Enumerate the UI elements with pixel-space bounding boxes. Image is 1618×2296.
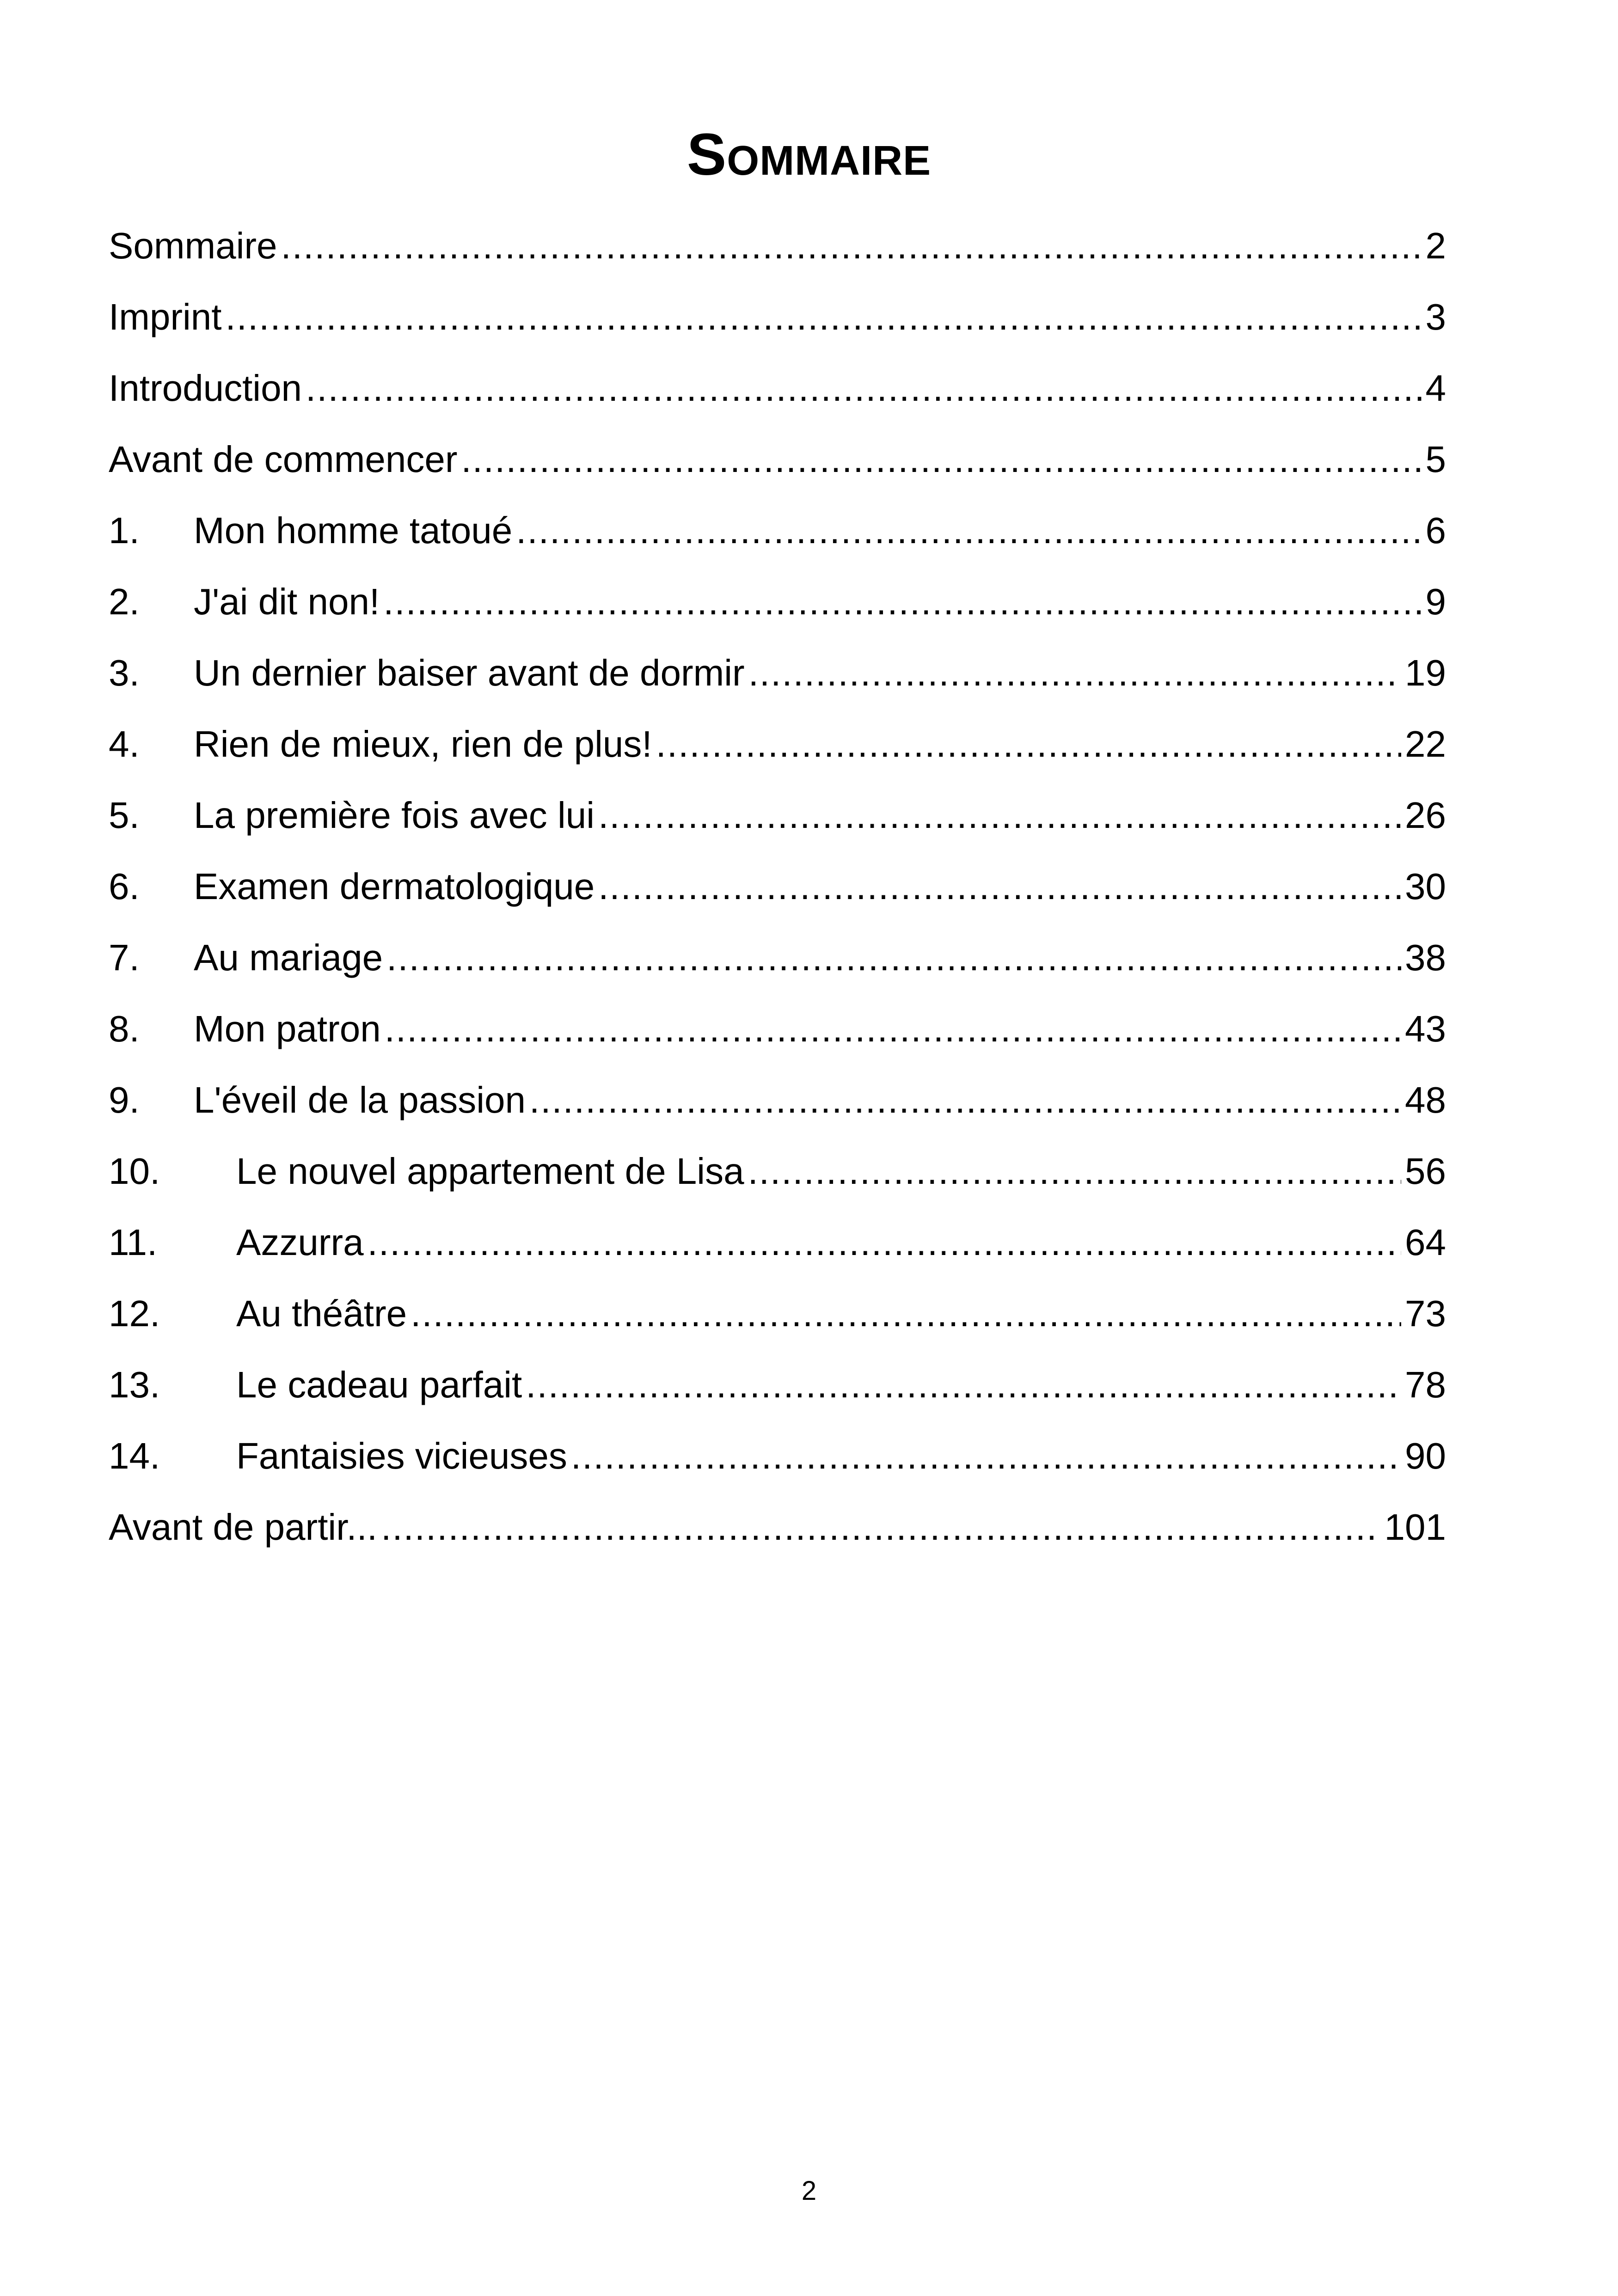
toc-entry-page: 48 <box>1405 1079 1446 1120</box>
toc-entry-page: 90 <box>1405 1435 1446 1476</box>
toc-entry-label: Avant de partir... <box>109 1506 378 1548</box>
toc-entry-label: L'éveil de la passion <box>194 1079 526 1120</box>
dot-leader <box>748 637 1401 709</box>
toc-entry-label: Avant de commencer <box>109 439 458 480</box>
toc-entry-label: J'ai dit non! <box>194 581 380 622</box>
dot-leader <box>656 709 1401 780</box>
toc-entry-page: 9 <box>1425 581 1446 622</box>
dot-leader <box>281 210 1422 282</box>
toc-entry-number: 10. <box>109 1151 160 1192</box>
toc-entry-number: 7. <box>109 937 140 978</box>
table-of-contents <box>109 210 1446 1563</box>
toc-entry-label: Un dernier baiser avant de dormir <box>194 652 745 693</box>
toc-entry[interactable] <box>109 1349 1446 1420</box>
toc-entry-label: Au théâtre <box>236 1293 407 1334</box>
toc-entry[interactable] <box>109 851 1446 922</box>
page-title: Sommaire <box>686 122 932 188</box>
dot-leader <box>226 282 1422 353</box>
toc-entry-number: 11. <box>109 1222 158 1263</box>
toc-entry-page: 73 <box>1405 1293 1446 1334</box>
toc-entry-page: 38 <box>1405 937 1446 978</box>
dot-leader <box>526 1349 1401 1420</box>
dot-leader <box>516 495 1422 566</box>
toc-entry-page: 3 <box>1425 296 1446 337</box>
toc-entry-page: 64 <box>1405 1222 1446 1263</box>
dot-leader <box>598 780 1401 851</box>
toc-entry-label: Mon homme tatoué <box>194 510 513 551</box>
toc-entry-number: 12. <box>109 1293 160 1334</box>
dot-leader <box>598 851 1401 922</box>
toc-entry-label: La première fois avec lui <box>194 795 595 836</box>
toc-entry[interactable] <box>109 495 1446 566</box>
toc-entry-label: Fantaisies vicieuses <box>236 1435 567 1476</box>
toc-entry[interactable] <box>109 780 1446 851</box>
toc-entry-page: 19 <box>1405 652 1446 693</box>
toc-entry-page: 56 <box>1405 1151 1446 1192</box>
toc-entry[interactable] <box>109 424 1446 495</box>
dot-leader <box>571 1420 1401 1492</box>
toc-entry-label: Introduction <box>109 367 302 409</box>
toc-entry-label: Le cadeau parfait <box>236 1364 522 1405</box>
dot-leader <box>381 1492 1380 1563</box>
toc-entry-label: Imprint <box>109 296 222 337</box>
toc-entry[interactable] <box>109 210 1446 282</box>
toc-entry-page: 43 <box>1405 1008 1446 1049</box>
toc-entry-page: 2 <box>1425 225 1446 266</box>
toc-entry-label: Examen dermatologique <box>194 866 595 907</box>
toc-entry[interactable] <box>109 1207 1446 1278</box>
toc-entry-number: 14. <box>109 1435 160 1476</box>
toc-entry-page: 101 <box>1384 1506 1446 1548</box>
toc-entry[interactable] <box>109 566 1446 637</box>
toc-entry-number: 8. <box>109 1008 140 1049</box>
toc-entry-label: Le nouvel appartement de Lisa <box>236 1151 744 1192</box>
toc-entry-page: 22 <box>1405 723 1446 765</box>
dot-leader <box>748 1136 1401 1207</box>
toc-entry-label: Au mariage <box>194 937 383 978</box>
toc-entry-label: Sommaire <box>109 225 277 266</box>
toc-entry-page: 26 <box>1405 795 1446 836</box>
toc-entry-number: 1. <box>109 510 140 551</box>
dot-leader <box>461 424 1422 495</box>
toc-entry[interactable] <box>109 922 1446 993</box>
toc-entry[interactable] <box>109 1136 1446 1207</box>
dot-leader <box>385 993 1401 1065</box>
toc-entry-number: 13. <box>109 1364 160 1405</box>
toc-entry[interactable] <box>109 637 1446 709</box>
toc-entry-number: 3. <box>109 652 140 693</box>
toc-entry-page: 30 <box>1405 866 1446 907</box>
toc-entry-label: Rien de mieux, rien de plus! <box>194 723 652 765</box>
toc-entry-label: Mon patron <box>194 1008 381 1049</box>
page-number: 2 <box>801 2176 817 2206</box>
dot-leader <box>386 922 1401 993</box>
dot-leader <box>306 353 1422 424</box>
toc-entry-number: 5. <box>109 795 140 836</box>
toc-entry[interactable] <box>109 282 1446 353</box>
toc-entry[interactable] <box>109 1065 1446 1136</box>
toc-entry[interactable] <box>109 709 1446 780</box>
toc-entry[interactable] <box>109 353 1446 424</box>
dot-leader <box>529 1065 1401 1136</box>
toc-entry[interactable] <box>109 993 1446 1065</box>
dot-leader <box>383 566 1422 637</box>
toc-entry[interactable] <box>109 1278 1446 1349</box>
toc-entry-number: 9. <box>109 1079 140 1120</box>
toc-entry-page: 5 <box>1425 439 1446 480</box>
toc-entry[interactable] <box>109 1492 1446 1563</box>
toc-entry-number: 4. <box>109 723 140 765</box>
toc-entry[interactable] <box>109 1420 1446 1492</box>
toc-entry-page: 6 <box>1425 510 1446 551</box>
toc-entry-page: 78 <box>1405 1364 1446 1405</box>
dot-leader <box>411 1278 1401 1349</box>
toc-entry-number: 2. <box>109 581 140 622</box>
toc-entry-page: 4 <box>1425 367 1446 409</box>
toc-entry-label: Azzurra <box>236 1222 364 1263</box>
dot-leader <box>368 1207 1401 1278</box>
toc-entry-number: 6. <box>109 866 140 907</box>
